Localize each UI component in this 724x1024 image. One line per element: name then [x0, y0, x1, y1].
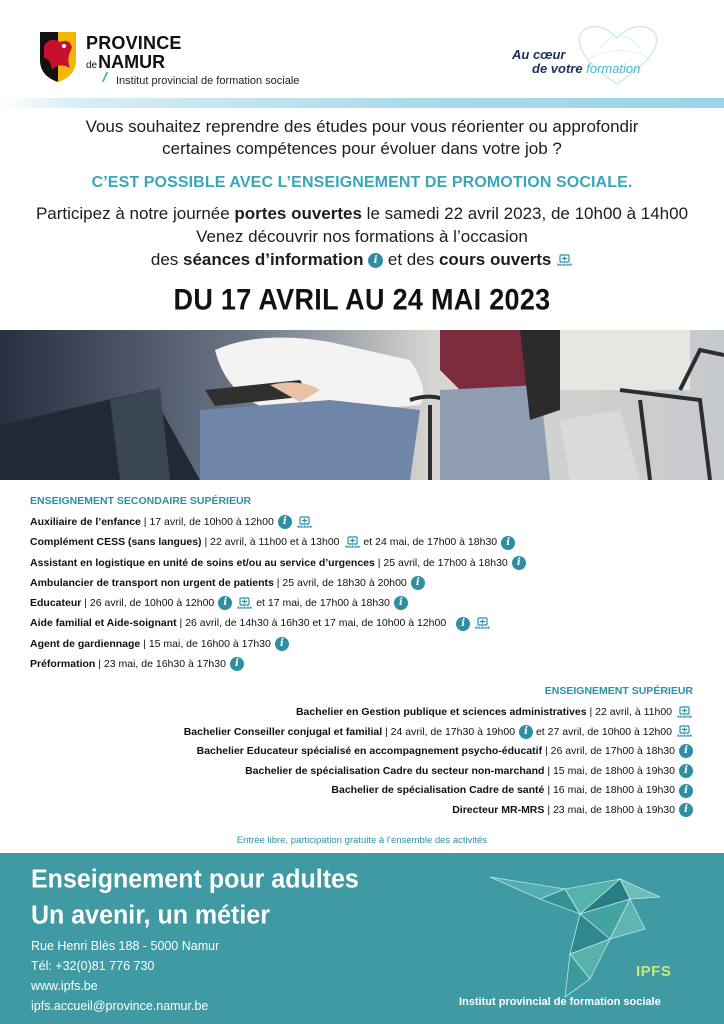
program-row — [30, 593, 630, 613]
classroom-photo — [0, 330, 724, 480]
program-name: Educateur — [30, 597, 82, 610]
program-row — [73, 801, 693, 821]
tagline-accent: formation — [586, 61, 641, 76]
program-row — [30, 553, 630, 573]
info-icon: i — [368, 253, 383, 268]
info-icon: i — [679, 764, 693, 778]
program-row — [30, 634, 630, 654]
info-icon: i — [512, 556, 526, 570]
program-detail-extra: et 24 mai, de 17h00 à 18h30 — [360, 536, 498, 549]
program-name: Complément CESS (sans langues) — [30, 536, 202, 549]
footer-phone: Tél: +32(0)81 776 730 — [31, 959, 155, 973]
free-entry-note: Entrée libre, participation gratuite à l’ensemble des activités — [236, 835, 488, 846]
program-detail: | 15 mai, de 18h00 à 19h30 — [544, 764, 675, 777]
program-detail: | 26 avril, de 10h00 à 12h00 — [81, 597, 215, 610]
program-name: Agent de gardiennage — [30, 637, 141, 650]
footer-headline-2: Un avenir, un métier — [31, 900, 270, 930]
program-row — [30, 532, 630, 552]
program-row — [73, 762, 693, 782]
higher-section-title: ENSEIGNEMENT SUPÉRIEUR — [544, 685, 693, 697]
program-detail: | 17 avril, de 10h00 à 12h00 — [140, 516, 274, 528]
open-course-icon — [474, 617, 491, 630]
tagline-line2: de votre — [532, 61, 583, 76]
intro-headline: C’EST POSSIBLE AVEC L’ENSEIGNEMENT DE PROMOTION SOCIALE. — [91, 174, 633, 191]
sessions-text-b: séances d’information — [183, 250, 364, 269]
info-icon: i — [275, 637, 289, 651]
program-detail: | 26 avril, de 17h00 à 18h30 — [542, 745, 675, 758]
program-name: Bachelier Conseiller conjugal et familial — [183, 725, 383, 738]
footer-headline-1: Enseignement pour adultes — [31, 864, 359, 894]
program-detail: | 23 mai, de 16h30 à 17h30 — [95, 658, 226, 671]
open-course-icon — [676, 725, 693, 738]
footer-address: Rue Henri Blès 188 - 5000 Namur — [31, 939, 220, 953]
program-name: Préformation — [30, 658, 96, 671]
program-name: Directeur MR-MRS — [452, 803, 545, 816]
program-name: Auxiliaire de l’enfance — [30, 516, 141, 528]
program-detail-extra: et 27 avril, de 10h00 à 12h00 — [533, 725, 672, 738]
info-icon: i — [394, 596, 408, 610]
tagline — [512, 48, 662, 76]
sessions-text-c: et des — [383, 250, 439, 269]
info-icon: i — [501, 536, 515, 550]
logo-de: de — [86, 60, 98, 71]
program-detail: | 16 mai, de 18h00 à 19h30 — [544, 784, 675, 797]
header-divider-bar — [0, 98, 724, 108]
program-name: Bachelier de spécialisation Cadre du secteur non-marchand — [245, 764, 545, 777]
open-course-icon — [676, 706, 693, 719]
sessions-text-d: cours ouverts — [438, 250, 552, 269]
info-icon: i — [411, 576, 425, 590]
program-detail: | 25 avril, de 18h30 à 20h00 — [273, 576, 407, 589]
program-detail-extra: et 17 mai, de 17h00 à 18h30 — [253, 597, 390, 610]
sessions-line — [0, 248, 724, 271]
discover-line: Venez découvrir nos formations à l’occasion — [196, 227, 528, 246]
logo-namur: NAMUR — [98, 52, 166, 72]
info-icon: i — [519, 725, 533, 739]
classroom-photo-illustration — [0, 330, 724, 480]
open-course-icon — [236, 597, 253, 610]
program-detail: | 22 avril, à 11h00 et à 13h00 — [201, 536, 340, 549]
open-course-icon — [556, 254, 573, 267]
tagline-line1: Au cœur — [512, 47, 566, 62]
open-course-icon — [296, 516, 313, 529]
footer-email-link[interactable]: ipfs.accueil@province.namur.be — [31, 999, 209, 1013]
intro-question — [0, 116, 724, 160]
logo-namur-text — [86, 52, 165, 73]
program-name: Aide familial et Aide-soignant — [30, 617, 177, 630]
province-crest-icon — [36, 28, 80, 84]
ipfs-institute-name: Institut provincial de formation sociale — [459, 996, 661, 1008]
info-icon: i — [230, 657, 244, 671]
higher-program-list — [73, 703, 693, 821]
program-detail: | 15 mai, de 16h00 à 17h30 — [140, 637, 271, 650]
info-icon: i — [679, 744, 693, 758]
info-icon: i — [278, 515, 292, 529]
program-detail: | 25 avril, de 17h00 à 18h30 — [374, 556, 508, 569]
footer-website-link[interactable]: www.ipfs.be — [31, 979, 98, 993]
program-row — [73, 723, 693, 743]
ipfs-logo: IPFS — [636, 963, 672, 980]
program-name: Bachelier en Gestion publique et sciences administratives — [295, 706, 587, 718]
intro-question-line1: Vous souhaitez reprendre des études pour vous réorienter ou approfondir — [85, 117, 639, 136]
open-day-text-c: le samedi 22 avril 2023, de 10h00 à 14h00 — [361, 204, 689, 223]
secondary-section-title: ENSEIGNEMENT SECONDAIRE SUPÉRIEUR — [30, 495, 252, 507]
program-row — [73, 742, 693, 762]
logo-subtitle: Institut provincial de formation sociale — [116, 75, 300, 87]
program-row — [30, 573, 630, 593]
logo-province-text: PROVINCE — [86, 33, 182, 53]
open-day-line — [0, 202, 724, 225]
open-course-icon — [344, 536, 361, 549]
logo-accent-icon — [102, 72, 117, 82]
info-icon: i — [679, 803, 693, 817]
header — [0, 0, 724, 98]
secondary-program-list — [30, 512, 630, 674]
open-day-text-b: portes ouvertes — [234, 204, 362, 223]
footer — [0, 853, 724, 1024]
intro-section — [0, 116, 724, 316]
open-day-text-a: Participez à notre journée — [35, 204, 235, 223]
program-name: Bachelier Educateur spécialisé en accompagnement psycho-éducatif — [196, 745, 543, 758]
program-detail: | 22 avril, à 11h00 — [586, 706, 672, 718]
event-dates: DU 17 AVRIL AU 24 MAI 2023 — [173, 283, 551, 317]
program-detail: | 24 avril, de 17h30 à 19h00 — [382, 725, 516, 738]
program-row — [73, 703, 693, 723]
intro-paragraph — [0, 202, 724, 271]
program-name: Ambulancier de transport non urgent de patients — [30, 576, 274, 589]
program-row — [73, 781, 693, 801]
program-row — [30, 654, 630, 674]
program-name: Bachelier de spécialisation Cadre de santé — [331, 784, 545, 797]
info-icon: i — [218, 596, 232, 610]
program-row — [30, 512, 630, 532]
info-icon: i — [679, 784, 693, 798]
program-detail: | 23 mai, de 18h00 à 19h30 — [544, 803, 675, 816]
program-name: Assistant en logistique en unité de soins et/ou au service d’urgences — [30, 556, 375, 569]
info-icon: i — [456, 617, 470, 631]
intro-question-line2: certaines compétences pour évoluer dans votre job ? — [162, 139, 562, 158]
program-row — [30, 613, 630, 633]
program-detail: | 26 avril, de 14h30 à 16h30 et 17 mai, de 10h00 à 12h00 — [176, 617, 447, 630]
sessions-text-a: des — [150, 250, 184, 269]
